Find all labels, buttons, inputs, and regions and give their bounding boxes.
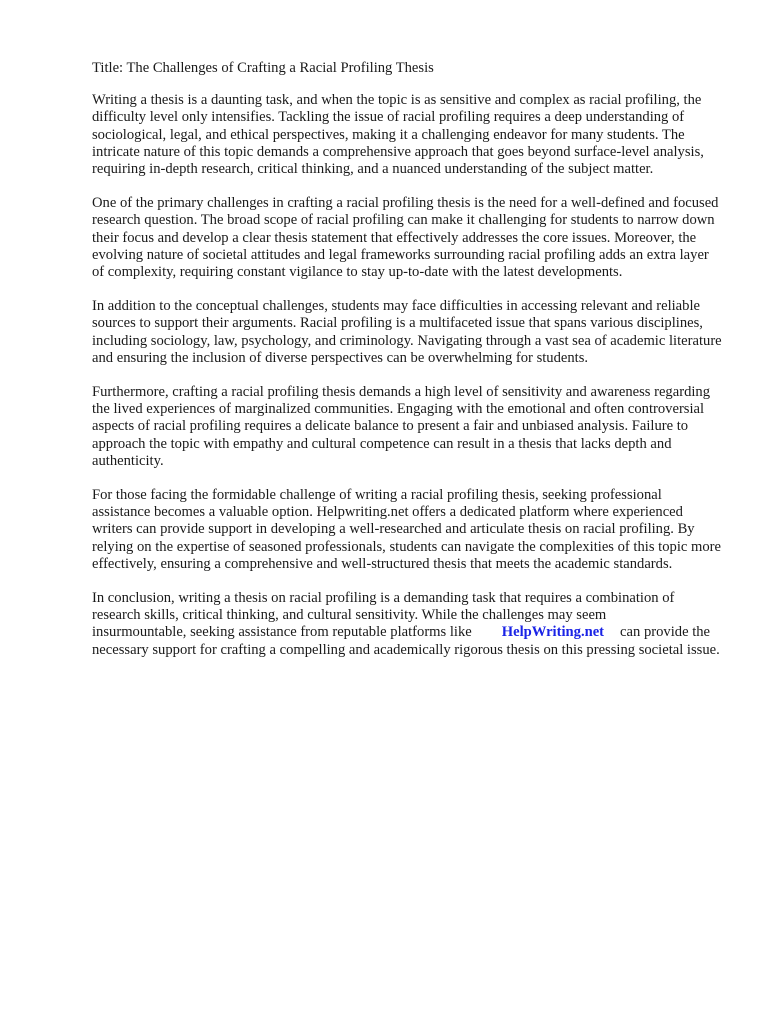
helpwriting-link[interactable]: HelpWriting.net: [501, 624, 605, 641]
conclusion-line1: In conclusion, writing a thesis on racial profiling is a demanding task that requires a combination of research skills, critical thinking, and cultural sensitivity. While the challenges may seem: [92, 590, 675, 624]
conclusion-link-line: [92, 624, 640, 640]
document-page: [92, 60, 722, 676]
paragraph-conclusion: [92, 590, 722, 659]
conclusion-after-link: can: [620, 624, 641, 641]
conclusion-before-link: insurmountable, seeking assistance from reputable platforms like: [92, 624, 472, 641]
paragraph-assistance: For those facing the formidable challenge of writing a racial profiling thesis, seeking professional assistance becomes a valuable option. Helpwriting.net offers a dedicated platform where experienced writers can provide support in developing a well-researched and articulate thesis on racial profiling. By relying on the expertise of seasoned professionals, students can navigate the complexities of this topic more effectively, ensuring a comprehensive and well-structured thesis that meets the academic standards.: [92, 487, 721, 572]
paragraph-intro: Writing a thesis is a daunting task, and when the topic is as sensitive and complex as racial profiling, the difficulty level only intensifies. Tackling the issue of racial profiling requires a deep understanding of sociological, legal, and ethical perspectives, making it a challenging endeavor for many students. The intricate nature of this topic demands a comprehensive approach that goes beyond surface-level analysis, requiring in-depth research, critical thinking, and a nuanced understanding of the subject matter.: [92, 92, 704, 178]
document-title: Title: The Challenges of Crafting a Racial Profiling Thesis: [92, 60, 434, 76]
paragraph-research-question: One of the primary challenges in crafting a racial profiling thesis is the need for a well-defined and focused research question. The broad scope of racial profiling can make it challenging for students to narrow down their focus and develop a clear thesis statement that effectively addresses the core issues. Moreover, the evolving nature of societal attitudes and legal frameworks surrounding racial profiling adds an extra layer of complexity, requiring constant vigilance to stay up-to-date with the latest developments.: [92, 195, 719, 281]
paragraph-sources: In addition to the conceptual challenges, students may face difficulties in accessing relevant and reliable sources to support their arguments. Racial profiling is a multifaceted issue that spans various disciplines, including sociology, law, psychology, and criminology. Navigating through a vast sea of academic literature and ensuring the inclusion of diverse perspectives can be overwhelming for students.: [92, 298, 722, 366]
conclusion-line-rest: provide the necessary support for crafting a compelling and academically rigorous thesis on this pressing societal issue.: [92, 624, 720, 658]
paragraph-sensitivity: Furthermore, crafting a racial profiling thesis demands a high level of sensitivity and awareness regarding the lived experiences of marginalized communities. Engaging with the emotional and often controversial aspects of racial profiling requires a delicate balance to present a fair and unbiased analysis. Failure to approach the topic with empathy and cultural competence can result in a thesis that lacks depth and authenticity.: [92, 384, 711, 469]
